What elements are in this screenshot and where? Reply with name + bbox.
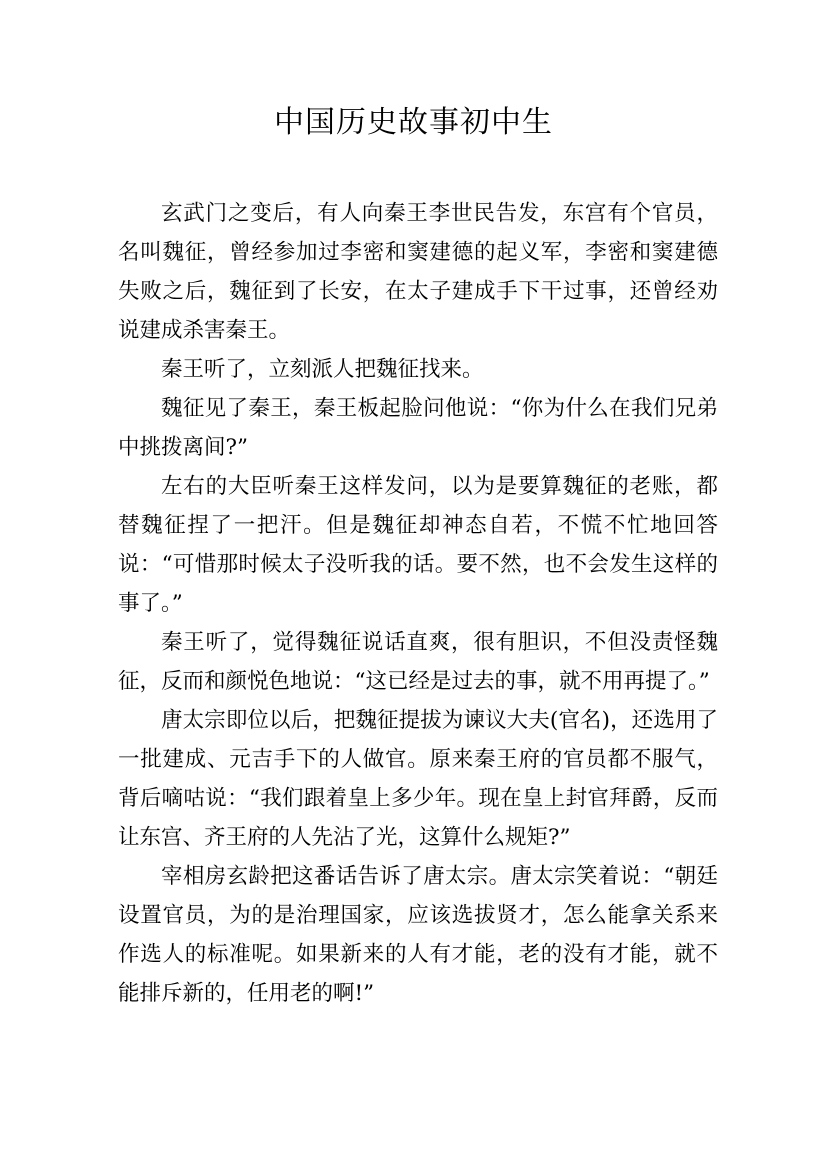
paragraph-3: 魏征见了秦王，秦王板起脸问他说：“你为什么在我们兄弟中挑拨离间?” xyxy=(118,396,718,460)
paragraph-1: 玄武门之变后，有人向秦王李世民告发，东宫有个官员，名叫魏征，曾经参加过李密和窦建德的起义军，李密和窦建德失败之后，魏征到了长安，在太子建成手下干过事，还曾经劝说建成杀害秦王。 xyxy=(118,201,718,343)
paragraph-7: 宰相房玄龄把这番话告诉了唐太宗。唐太宗笑着说：“朝廷设置官员，为的是治理国家，应该选拔贤才，怎么能拿关系来作选人的标准呢。如果新来的人有才能，老的没有才能，就不能排斥新的，任用老的啊!” xyxy=(118,864,718,1006)
document-body xyxy=(118,194,718,1013)
paragraph-5: 秦王听了，觉得魏征说话直爽，很有胆识，不但没责怪魏征，反而和颜悦色地说：“这已经是过去的事，就不用再提了。” xyxy=(118,630,718,694)
document-title: 中国历史故事初中生 xyxy=(274,105,553,140)
paragraph-4: 左右的大臣听秦王这样发问，以为是要算魏征的老账，都替魏征捏了一把汗。但是魏征却神态自若，不慌不忙地回答说：“可惜那时候太子没听我的话。要不然，也不会发生这样的事了。” xyxy=(118,474,718,616)
paragraph-2: 秦王听了，立刻派人把魏征找来。 xyxy=(161,357,484,382)
paragraph-6: 唐太宗即位以后，把魏征提拔为谏议大夫(官名)，还选用了一批建成、元吉手下的人做官。原来秦王府的官员都不服气，背后嘀咕说：“我们跟着皇上多少年。现在皇上封官拜爵，反而让东宫、齐王府的人先沾了光，这算什么规矩?” xyxy=(118,708,718,850)
